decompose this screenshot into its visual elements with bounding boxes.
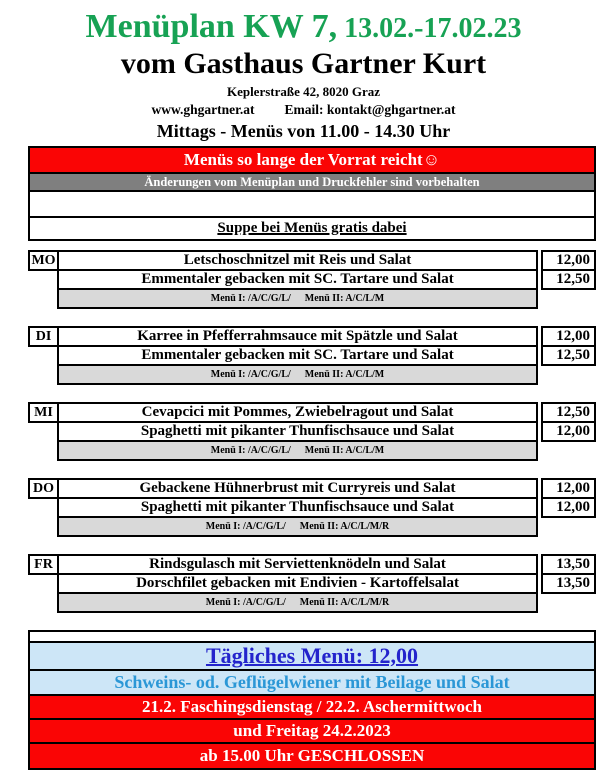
- closed-notice-line2: und Freitag 24.2.2023: [30, 720, 594, 744]
- day-spacer: [28, 592, 57, 613]
- allergens-menu1: Menü I: /A/C/G/L/: [205, 597, 286, 609]
- day-spacer: [28, 345, 57, 366]
- menu2-price: 12,00: [541, 497, 596, 518]
- day-spacer: [28, 440, 57, 461]
- daily-menu-desc-row: Schweins- od. Geflügelwiener mit Beilage und Salat: [30, 671, 594, 696]
- table-row: [28, 573, 596, 594]
- availability-banner: Menüs so lange der Vorrat reicht☺: [30, 148, 594, 174]
- day-section-thursday: [28, 478, 596, 537]
- menu1-name: Karree in Pfefferrahmsauce mit Spätzle und Salat: [57, 326, 538, 347]
- menu1-price: 12,50: [541, 402, 596, 423]
- day-section-tuesday: [28, 326, 596, 385]
- day-spacer: [28, 421, 57, 442]
- email-text: Email: kontakt@ghgartner.at: [284, 102, 456, 118]
- day-section-friday: [28, 554, 596, 613]
- restaurant-name: vom Gasthaus Gartner Kurt: [120, 47, 487, 81]
- allergens-menu2: Menü II: A/C/L/M/R: [299, 597, 390, 609]
- table-row: [28, 478, 596, 499]
- menu1-name: Cevapcici mit Pommes, Zwiebelragout und Salat: [57, 402, 538, 423]
- table-row: [28, 402, 596, 423]
- empty-row: [30, 632, 594, 643]
- daily-menu-title: Tägliches Menü: 12,00: [205, 643, 419, 669]
- table-row: [28, 554, 596, 575]
- allergens-menu1: Menü I: /A/C/G/L/: [210, 445, 291, 457]
- menu2-name: Spaghetti mit pikanter Thunfischsauce und Salat: [57, 497, 538, 518]
- allergen-row: [57, 288, 538, 309]
- allergens-menu1: Menü I: /A/C/G/L/: [210, 293, 291, 305]
- empty-row: [30, 192, 594, 218]
- day-label: FR: [28, 554, 59, 575]
- table-row: [28, 440, 596, 461]
- allergen-row: [57, 516, 538, 537]
- allergens-menu2: Menü II: A/C/L/M: [304, 369, 385, 381]
- day-label: MO: [28, 250, 59, 271]
- title-date: 13.02.-17.02.23: [337, 13, 522, 44]
- menu1-name: Letschoschnitzel mit Reis und Salat: [57, 250, 538, 271]
- table-row: [28, 250, 596, 271]
- menu2-price: 12,00: [541, 421, 596, 442]
- menu1-price: 13,50: [541, 554, 596, 575]
- allergen-row: [57, 440, 538, 461]
- day-spacer: [28, 516, 57, 537]
- day-spacer: [28, 497, 57, 518]
- allergens-menu2: Menü II: A/C/L/M: [304, 293, 385, 305]
- address-line: Keplerstraße 42, 8020 Graz: [226, 84, 381, 100]
- opening-hours: Mittags - Menüs von 11.00 - 14.30 Uhr: [156, 121, 451, 142]
- allergens-menu2: Menü II: A/C/L/M: [304, 445, 385, 457]
- allergen-row: [57, 364, 538, 385]
- day-spacer: [28, 269, 57, 290]
- page-title: [0, 8, 607, 46]
- daily-menu-title-row: [30, 643, 594, 671]
- allergens-menu1: Menü I: /A/C/G/L/: [205, 521, 286, 533]
- table-row: [28, 288, 596, 309]
- day-label: MI: [28, 402, 59, 423]
- day-spacer: [28, 288, 57, 309]
- table-row: [28, 592, 596, 613]
- website-text: www.ghgartner.at: [151, 102, 255, 118]
- disclaimer-banner: Änderungen vom Menüplan und Druckfehler sind vorbehalten: [30, 174, 594, 192]
- menu2-name: Dorschfilet gebacken mit Endivien - Kartoffelsalat: [57, 573, 538, 594]
- closed-notice-line1: 21.2. Faschingsdienstag / 22.2. Aschermittwoch: [30, 696, 594, 720]
- table-row: [28, 497, 596, 518]
- allergens-menu1: Menü I: /A/C/G/L/: [210, 369, 291, 381]
- table-row: [28, 516, 596, 537]
- title-main: Menüplan KW 7,: [85, 8, 338, 45]
- contact-line: [0, 102, 607, 118]
- table-row: [28, 364, 596, 385]
- closed-notice-line3: ab 15.00 Uhr GESCHLOSSEN: [30, 744, 594, 768]
- notice-box: [28, 146, 596, 241]
- table-row: [28, 421, 596, 442]
- allergen-row: [57, 592, 538, 613]
- day-spacer: [28, 364, 57, 385]
- day-section-wednesday: [28, 402, 596, 461]
- day-label: DI: [28, 326, 59, 347]
- menu2-name: Emmentaler gebacken mit SC. Tartare und Salat: [57, 269, 538, 290]
- soup-notice: [30, 218, 594, 239]
- day-section-monday: [28, 250, 596, 309]
- footer-box: [28, 630, 596, 770]
- menu2-name: Spaghetti mit pikanter Thunfischsauce und Salat: [57, 421, 538, 442]
- table-row: [28, 345, 596, 366]
- soup-notice-text: Suppe bei Menüs gratis dabei: [217, 220, 407, 237]
- menu1-price: 12,00: [541, 250, 596, 271]
- menu1-price: 12,00: [541, 326, 596, 347]
- menu2-name: Emmentaler gebacken mit SC. Tartare und Salat: [57, 345, 538, 366]
- day-label: DO: [28, 478, 59, 499]
- table-row: [28, 326, 596, 347]
- allergens-menu2: Menü II: A/C/L/M/R: [299, 521, 390, 533]
- table-row: [28, 269, 596, 290]
- menu1-name: Gebackene Hühnerbrust mit Curryreis und Salat: [57, 478, 538, 499]
- menu1-name: Rindsgulasch mit Serviettenknödeln und Salat: [57, 554, 538, 575]
- menu2-price: 12,50: [541, 345, 596, 366]
- menu1-price: 12,00: [541, 478, 596, 499]
- menu2-price: 13,50: [541, 573, 596, 594]
- day-spacer: [28, 573, 57, 594]
- menu2-price: 12,50: [541, 269, 596, 290]
